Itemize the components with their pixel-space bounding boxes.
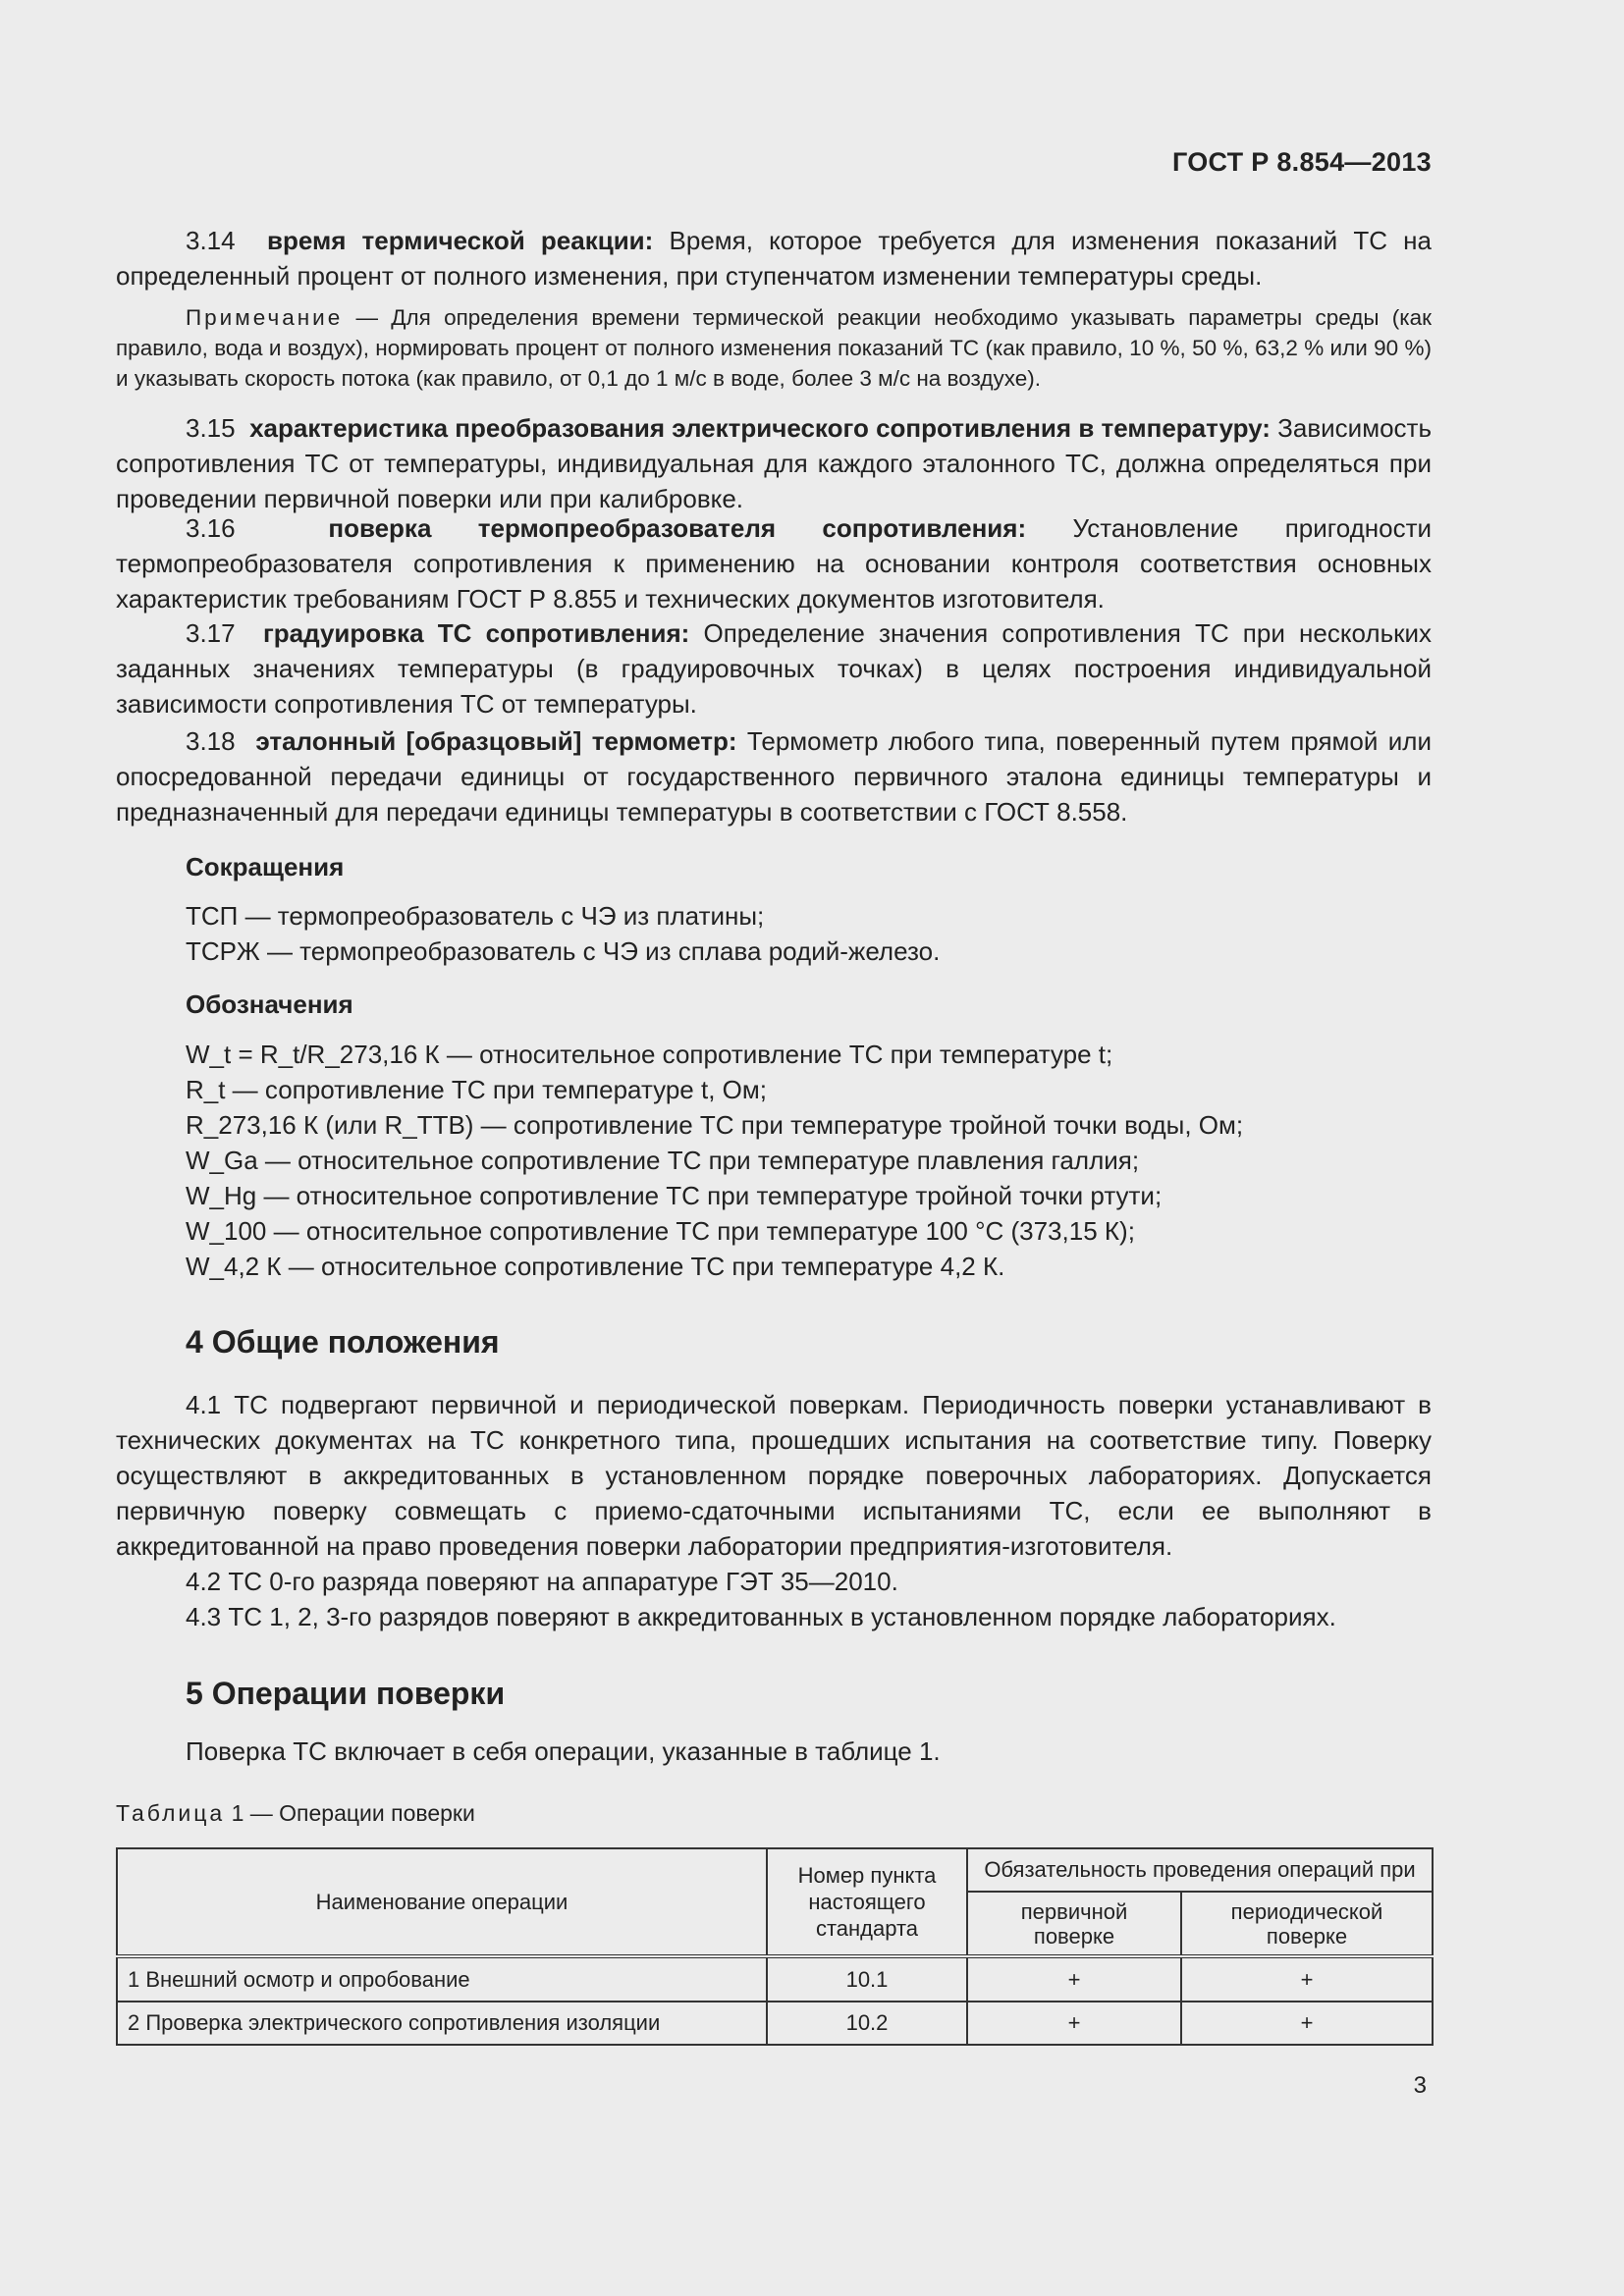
header-primary: первичной поверке — [967, 1892, 1181, 1956]
clause-4-3: 4.3 ТС 1, 2, 3-го разрядов поверяют в аккредитованных в установленном порядке лабораториях. — [186, 1602, 1336, 1631]
notation-item: W_t = R_t/R_273,16 К — относительное сопротивление ТС при температуре t; — [186, 1040, 1113, 1069]
clause-4-2: 4.2 ТС 0-го разряда поверяют на аппаратуре ГЭТ 35—2010. — [186, 1567, 898, 1596]
clause-3-17: 3.17 градуировка ТС сопротивления: Определение значения сопротивления ТС при нескольких заданных значениях температуры (в градуировочных точках) в целях построения индивидуальной зависимости сопротивления ТС от температуры. — [116, 618, 1433, 719]
table-header-row — [117, 1848, 1433, 1892]
clause-3-18: 3.18 эталонный [образцовый] термометр: Термометр любого типа, поверенный путем прямой или опосредованной передачи единицы от государственного первичного эталона единицы температуры и предназначенный для передачи единицы температуры в соответствии с ГОСТ 8.558. — [116, 726, 1432, 827]
document-id: ГОСТ Р 8.854—2013 — [1171, 147, 1432, 177]
clause-4-1: 4.1 ТС подвергают первичной и периодической поверкам. Периодичность поверки устанавливают в технических документах на ТС конкретного типа, прошедших испытания на соответствие типу. Поверку осуществляют в аккредитованных в установленном порядке поверочных лабораториях. Допускается первичную поверку совмещать с приемо-сдаточными испытаниями ТС, если ее выполняют в аккредитованной на право проведения поверки лаборатории предприятия-изготовителя. — [116, 1390, 1432, 1561]
notation-item: W_Ga — относительное сопротивление ТС при температуре плавления галлия; — [186, 1146, 1140, 1175]
header-obligation: Обязательность проведения операций при — [967, 1848, 1433, 1892]
row-clause-number: 10.1 — [767, 1956, 967, 2002]
section-4-heading: 4 Общие положения — [186, 1324, 500, 1360]
row-operation-name: 2 Проверка электрического сопротивления изоляции — [117, 2002, 767, 2045]
clause-3-16: 3.16 поверка термопреобразователя сопротивления: Установление пригодности термопреобразователя сопротивления к применению на основании контроля соответствия основных характеристик требованиям ГОСТ Р 8.855 и технических документов изготовителя. — [116, 513, 1432, 614]
header-clause-number: Номер пункта настоящего стандарта — [767, 1848, 967, 1956]
note-label: Примечание — [186, 305, 344, 330]
section-5-intro: Поверка ТС включает в себя операции, указанные в таблице 1. — [186, 1736, 941, 1766]
row-primary-mark: + — [967, 2002, 1181, 2045]
row-clause-number: 10.2 — [767, 2002, 967, 2045]
table-caption: Таблица 1 — Операции поверки — [116, 1800, 475, 1826]
row-periodic-mark: + — [1181, 2002, 1433, 2045]
header-periodic: периодической поверке — [1181, 1892, 1433, 1956]
section-5-heading: 5 Операции поверки — [186, 1676, 506, 1711]
abbreviation-item: ТСРЖ — термопреобразователь с ЧЭ из сплава родий-железо. — [186, 936, 941, 966]
page-number: 3 — [1413, 2072, 1427, 2099]
notation-item: R_273,16 К (или R_ТТВ) — сопротивление ТС при температуре тройной точки воды, Ом; — [186, 1110, 1244, 1140]
operations-table — [116, 1847, 1434, 2046]
notations-heading: Обозначения — [186, 989, 353, 1019]
notation-item: W_100 — относительное сопротивление ТС при температуре 100 °С (373,15 К); — [186, 1216, 1135, 1246]
clause-3-15: 3.15 характеристика преобразования электрического сопротивления в температуру: Зависимость сопротивления ТС от температуры, индивидуальная для каждого эталонного ТС, должна определяться при проведении первичной поверки или при калибровке. — [116, 413, 1432, 513]
term-3-14: время термической реакции: — [266, 226, 654, 255]
notation-item: R_t — сопротивление ТС при температуре t, Ом; — [186, 1075, 767, 1104]
row-primary-mark: + — [967, 1956, 1181, 2002]
table-row — [117, 2002, 1433, 2045]
row-operation-name: 1 Внешний осмотр и опробование — [117, 1956, 767, 2002]
notation-item: W_4,2 К — относительное сопротивление ТС при температуре 4,2 К. — [186, 1252, 1005, 1281]
header-operation-name: Наименование операции — [117, 1848, 767, 1956]
clause-3-14: 3.14 время термической реакции: Время, которое требуется для изменения показаний ТС на определенный процент от полного изменения, при ступенчатом изменении температуры среды. — [116, 226, 1432, 291]
row-periodic-mark: + — [1181, 1956, 1433, 2002]
abbreviations-heading: Сокращения — [186, 852, 345, 881]
abbreviation-item: ТСП — термопреобразователь с ЧЭ из платины; — [186, 901, 765, 931]
note: Примечание — Для определения времени термической реакции необходимо указывать параметры среды (как правило, вода и воздух), нормировать процент от полного изменения показаний ТС (как правило, 10 %, 50 %, 63,2 % или 90 %) и указывать скорость потока (как правило, от 0,1 до 1 м/с в воде, более 3 м/с на воздухе). — [116, 305, 1432, 391]
notation-item: W_Hg — относительное сопротивление ТС при температуре тройной точки ртути; — [186, 1181, 1163, 1210]
table-row — [117, 1956, 1433, 2002]
